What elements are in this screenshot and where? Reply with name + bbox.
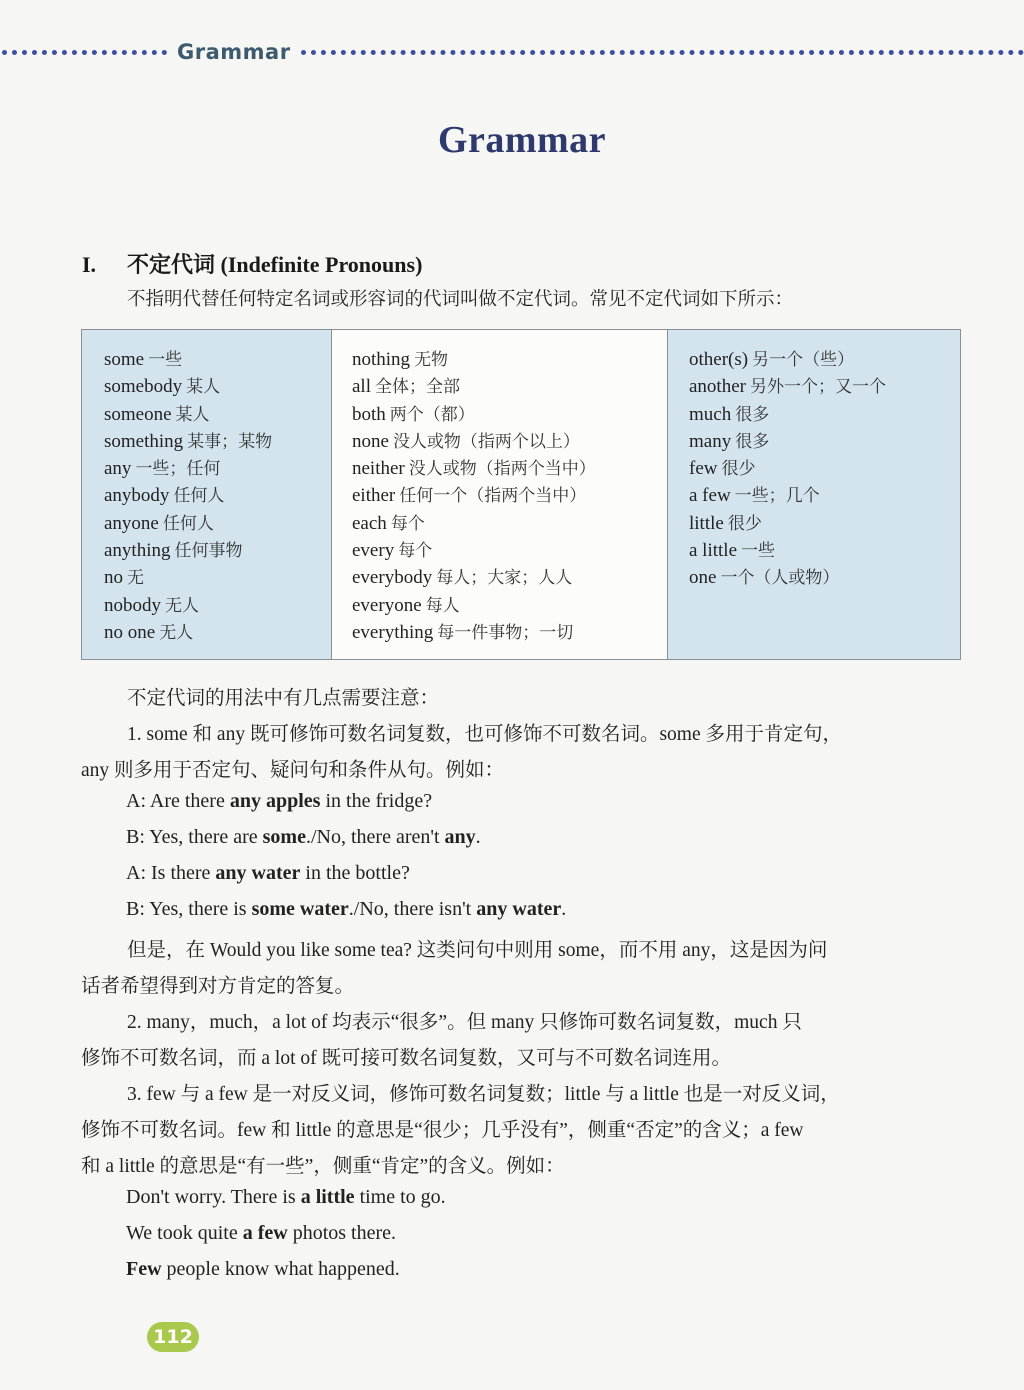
pronoun-meaning: 两个（都）: [389, 404, 475, 425]
header-dots-left: [2, 50, 167, 55]
example-2: [126, 826, 481, 849]
example-4-bold-2: any water: [476, 898, 562, 920]
example-2-mid: ./No, there aren't: [305, 826, 445, 848]
pronoun-row: [689, 373, 960, 400]
pronoun-meaning: 一些: [148, 350, 183, 370]
page-title: Grammar: [437, 119, 607, 161]
pronoun-word: anything: [104, 540, 171, 562]
pronoun-meaning: 无人: [165, 595, 199, 616]
pronoun-word: anyone: [104, 512, 159, 534]
pronoun-row: [689, 401, 960, 428]
pronoun-row: [352, 564, 667, 591]
pronoun-meaning: 某人: [175, 404, 210, 425]
header-label: Grammar: [177, 40, 291, 64]
example-4-post: .: [561, 898, 567, 920]
note-1-line-4: 话者希望得到对方肯定的答复。: [81, 976, 355, 997]
pronoun-word: each: [352, 512, 387, 534]
pronoun-word: everything: [352, 621, 434, 643]
pronoun-meaning: 很少: [727, 513, 762, 534]
pronoun-row: [689, 510, 960, 537]
pronoun-word: anybody: [104, 485, 170, 507]
pronoun-row: [352, 510, 667, 537]
pronoun-word: every: [352, 540, 395, 562]
example-2-pre: B: Yes, there are: [126, 826, 263, 848]
note-2-line-2: 修饰不可数名词，而 a lot of 既可接可数名词复数，又可与不可数名词连用。: [81, 1048, 731, 1069]
pronoun-word: a little: [689, 540, 738, 562]
pronoun-word: any: [104, 458, 132, 480]
example-5: [126, 1186, 446, 1209]
pronoun-meaning: 很多: [735, 404, 770, 425]
pronoun-word: no one: [104, 621, 156, 643]
notes-lead: 不定代词的用法中有几点需要注意：: [127, 688, 440, 709]
section-heading: [82, 248, 422, 279]
pronoun-row: [689, 564, 960, 591]
example-3-bold: any water: [215, 862, 301, 884]
pronoun-word: one: [689, 567, 717, 589]
example-4: [126, 898, 566, 921]
pronoun-row: [104, 455, 331, 482]
pronoun-word: something: [104, 430, 184, 452]
example-3-post: in the bottle?: [300, 862, 410, 884]
pronoun-word: another: [689, 376, 746, 398]
pronoun-meaning: 任何一个（指两个当中）: [399, 486, 587, 507]
pronoun-meaning: 一些；任何: [135, 459, 221, 480]
pronoun-row: [104, 619, 331, 646]
pronoun-word: little: [689, 512, 724, 534]
pronoun-meaning: 一些: [741, 541, 776, 562]
example-1-post: in the fridge?: [320, 790, 433, 812]
pronoun-row: [352, 537, 667, 564]
pronoun-word: everyone: [352, 594, 422, 616]
pronoun-word: everybody: [352, 567, 433, 589]
pronoun-row: [689, 537, 960, 564]
pronoun-row: [352, 592, 667, 619]
pronoun-row: [104, 537, 331, 564]
pronoun-meaning: 一个（人或物）: [720, 568, 840, 589]
example-4-pre: B: Yes, there is: [126, 898, 252, 920]
pronoun-meaning: 每个: [390, 513, 425, 534]
pronoun-row: [104, 564, 331, 591]
pronoun-row: [352, 428, 667, 455]
pronoun-meaning: 另一个（些）: [752, 350, 855, 370]
pronoun-column-3: [668, 330, 960, 659]
pronoun-row: [689, 455, 960, 482]
pronoun-meaning: 一些；几个: [734, 486, 820, 507]
pronoun-word: some: [104, 349, 145, 370]
pronoun-meaning: 每人: [425, 595, 460, 616]
example-6-bold: a few: [242, 1222, 288, 1244]
pronoun-row: [104, 401, 331, 428]
example-5-bold: a little: [300, 1186, 355, 1208]
pronoun-meaning: 无人: [159, 622, 194, 643]
pronoun-row: [352, 455, 667, 482]
pronoun-word: a few: [689, 485, 731, 507]
pronoun-meaning: 没人或物（指两个当中）: [408, 459, 596, 480]
pronoun-row: [104, 510, 331, 537]
pronoun-word: other(s): [689, 349, 749, 370]
pronoun-word: nobody: [104, 594, 161, 616]
pronoun-meaning: 每人；大家；人人: [436, 568, 573, 589]
pronoun-column-2: [332, 330, 668, 659]
example-4-bold: some water: [251, 898, 349, 920]
pronoun-meaning: 没人或物（指两个以上）: [392, 431, 580, 452]
header-dots-right: [301, 50, 1024, 55]
pronoun-meaning: 另外一个；又一个: [749, 377, 886, 398]
note-1-line-2: any 则多用于否定句、疑问句和条件从句。例如：: [81, 760, 505, 781]
example-7-bold: Few: [126, 1258, 162, 1280]
note-3-line-1: 3. few 与 a few 是一对反义词，修饰可数名词复数；little 与 a little 也是一对反义词，: [127, 1084, 840, 1105]
pronoun-word: many: [689, 430, 732, 452]
note-2-line-1: 2. many，much，a lot of 均表示“很多”。但 many 只修饰可数名词复数，much 只: [127, 1012, 802, 1033]
page-number-badge: 112: [147, 1322, 199, 1352]
pronoun-row: [352, 619, 667, 646]
example-2-post: .: [475, 826, 481, 848]
pronoun-row: [352, 482, 667, 509]
pronoun-word: nothing: [352, 349, 411, 370]
section-number: I.: [82, 252, 97, 277]
pronoun-meaning: 任何人: [162, 513, 214, 534]
pronoun-meaning: 每一件事物；一切: [437, 622, 574, 643]
pronoun-word: few: [689, 458, 718, 480]
pronoun-meaning: 无物: [414, 350, 449, 370]
pronoun-meaning: 无: [127, 568, 144, 589]
pronoun-word: no: [104, 567, 123, 589]
example-7: [126, 1258, 400, 1281]
pronoun-column-1: [82, 330, 332, 659]
example-2-bold: some: [262, 826, 306, 848]
pronoun-word: much: [689, 403, 732, 425]
pronoun-row: [104, 346, 331, 373]
pronoun-row: [689, 482, 960, 509]
note-3-line-3: 和 a little 的意思是“有一些”，侧重“肯定”的含义。例如：: [81, 1156, 565, 1177]
example-4-mid: ./No, there isn't: [348, 898, 477, 920]
pronoun-word: someone: [104, 403, 172, 425]
pronoun-row: [104, 373, 331, 400]
section-intro: 不指明代替任何特定名词或形容词的代词叫做不定代词。常见不定代词如下所示：: [127, 290, 794, 310]
pronoun-row: [104, 428, 331, 455]
pronoun-meaning: 某人: [186, 377, 221, 398]
example-6-pre: We took quite: [126, 1222, 243, 1244]
pronoun-meaning: 任何事物: [174, 541, 243, 562]
note-1-line-3: 但是，在 Would you like some tea? 这类问句中则用 some，而不用 any，这是因为问: [127, 940, 828, 961]
example-1: [126, 790, 432, 813]
pronoun-row: [352, 346, 667, 373]
example-1-pre: A: Are there: [126, 790, 230, 812]
pronoun-meaning: 很多: [735, 431, 770, 452]
example-6-post: photos there.: [287, 1222, 396, 1244]
pronoun-row: [689, 346, 960, 373]
note-1-line-1: 1. some 和 any 既可修饰可数名词复数，也可修饰不可数名词。some 多用于肯定句，: [127, 724, 842, 745]
pronoun-meaning: 全体；全部: [375, 377, 460, 398]
pronoun-row: [352, 401, 667, 428]
pronoun-meaning: 某事；某物: [187, 431, 273, 452]
pronoun-word: neither: [352, 458, 405, 480]
running-header: [0, 38, 1024, 66]
pronoun-word: somebody: [104, 376, 183, 398]
pronoun-row: [104, 592, 331, 619]
example-3: [126, 862, 410, 885]
example-2-bold-2: any: [444, 826, 476, 848]
example-7-post: people know what happened.: [161, 1258, 400, 1280]
example-3-pre: A: Is there: [126, 862, 216, 884]
pronoun-table: [81, 329, 961, 660]
pronoun-row: [689, 428, 960, 455]
pronoun-meaning: 很少: [721, 459, 756, 480]
pronoun-row: [104, 482, 331, 509]
example-5-post: time to go.: [354, 1186, 446, 1208]
pronoun-word: both: [352, 403, 386, 425]
pronoun-word: none: [352, 430, 389, 452]
pronoun-word: either: [352, 485, 396, 507]
pronoun-row: [352, 373, 667, 400]
section-heading-text: 不定代词 (Indefinite Pronouns): [127, 252, 423, 277]
pronoun-meaning: 任何人: [173, 486, 225, 507]
example-1-bold: any apples: [229, 790, 321, 812]
example-6: [126, 1222, 396, 1245]
note-3-line-2: 修饰不可数名词。few 和 little 的意思是“很少；几乎没有”，侧重“否定”的含义；a few: [81, 1120, 804, 1141]
example-5-pre: Don't worry. There is: [126, 1186, 301, 1208]
pronoun-word: all: [352, 376, 371, 398]
pronoun-meaning: 每个: [398, 541, 433, 562]
